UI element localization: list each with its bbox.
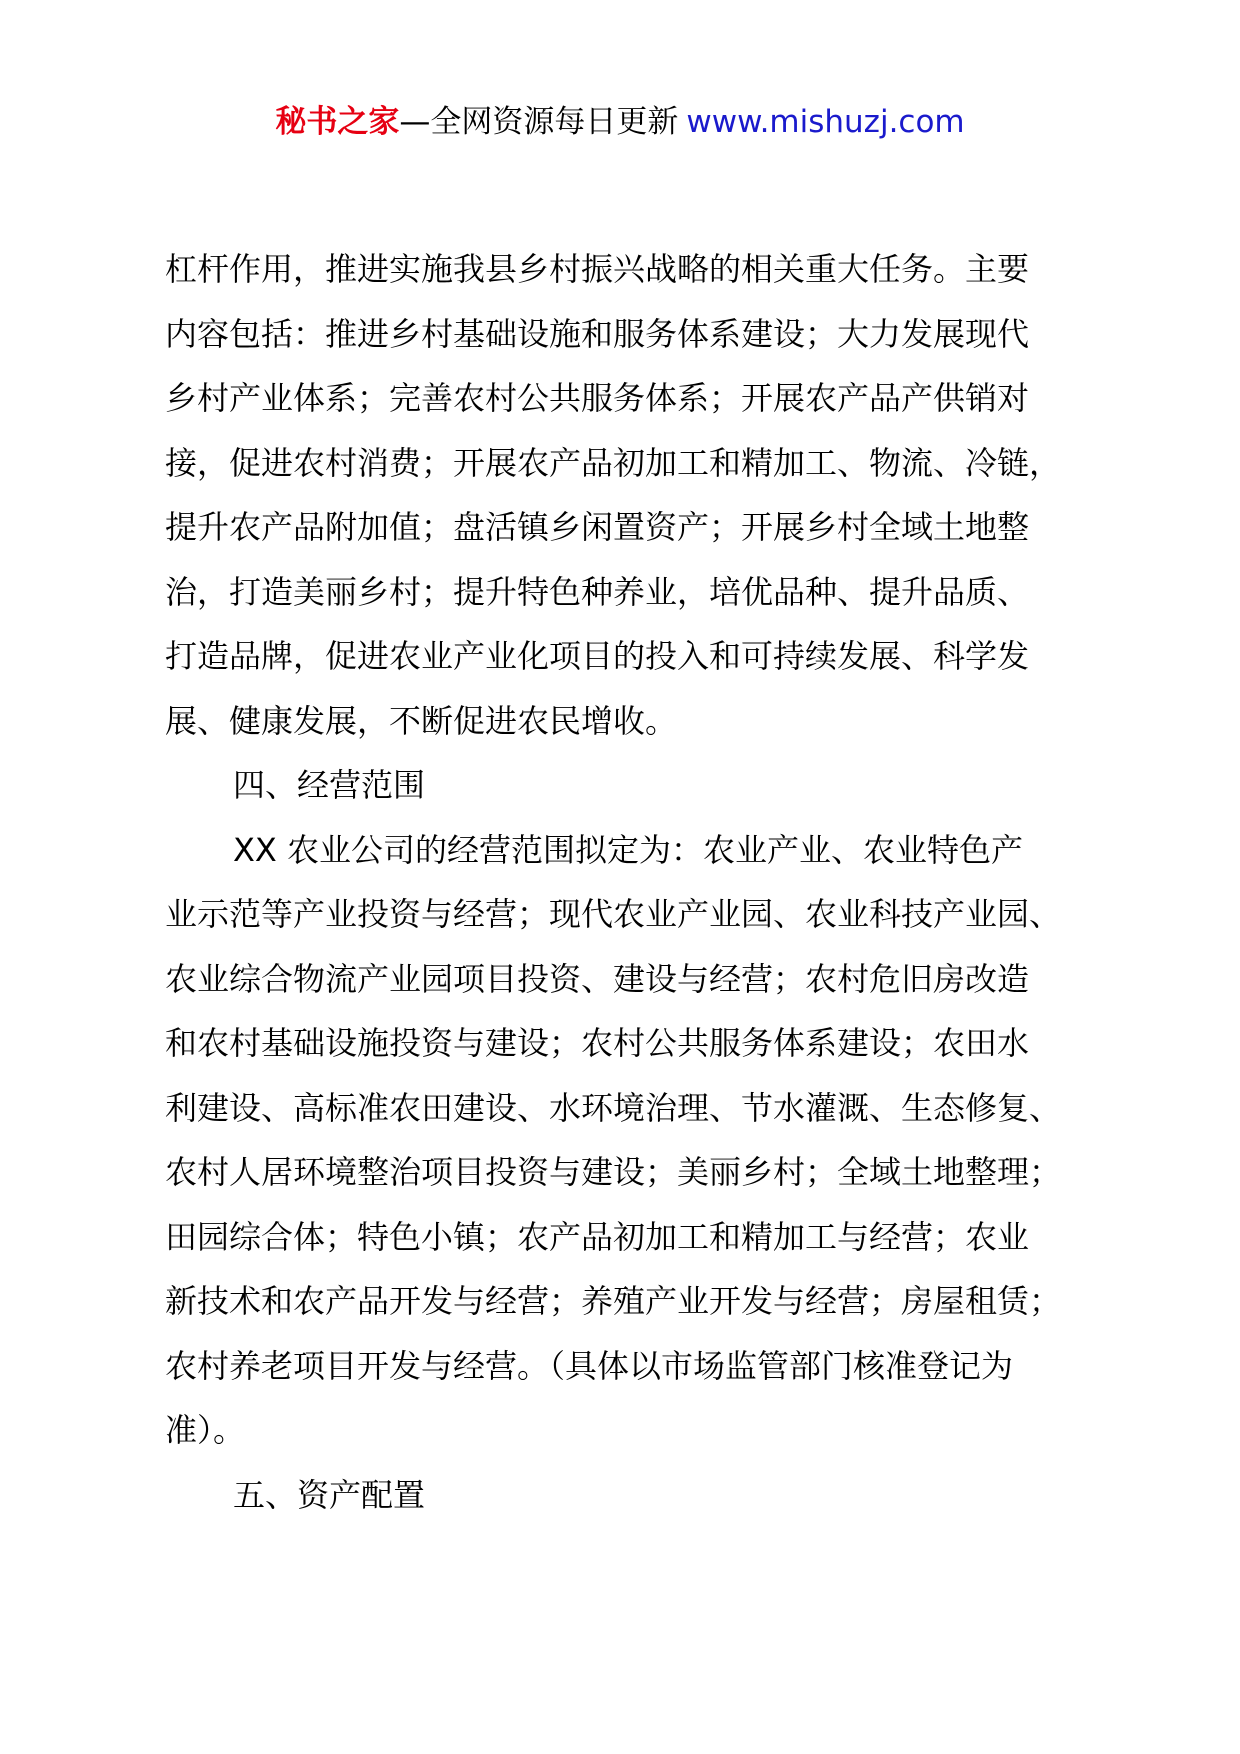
paragraph-line: XX 农业公司的经营范围拟定为：农业产业、农业特色产 — [233, 830, 1024, 869]
paragraph-line: 利建设、高标准农田建设、水环境治理、节水灌溉、生态修复、 — [165, 1088, 1062, 1127]
paragraph-line: 农村人居环境整治项目投资与建设；美丽乡村；全域土地整理； — [165, 1153, 1062, 1191]
paragraph-line: 乡村产业体系；完善农村公共服务体系；开展农产品产供销对 — [165, 379, 1030, 417]
paragraph-line: 农村养老项目开发与经营。（具体以市场监管部门核准登记为 — [165, 1346, 1014, 1385]
site-tagline: —全网资源每日更新 — [399, 104, 679, 140]
paragraph-line: 和农村基础设施投资与建设；农村公共服务体系建设；农田水 — [165, 1024, 1030, 1062]
document-body — [165, 237, 1110, 1527]
paragraph-line: 农业综合物流产业园项目投资、建设与经营；农村危旧房改造 — [165, 959, 1030, 998]
site-brand: 秘书之家 — [275, 104, 400, 140]
paragraph-line: 新技术和农产品开发与经营；养殖产业开发与经营；房屋租赁； — [165, 1282, 1062, 1320]
paragraph-line: 提升农产品附加值；盘活镇乡闲置资产；开展乡村全域土地整 — [165, 508, 1030, 546]
paragraph-line: 展、健康发展，不断促进农民增收。 — [165, 701, 678, 740]
section-heading-asset-allocation: 五、资产配置 — [233, 1475, 426, 1514]
paragraph-line: 内容包括：推进乡村基础设施和服务体系建设；大力发展现代 — [165, 314, 1030, 353]
paragraph-line: 治，打造美丽乡村；提升特色种养业，培优品种、提升品质、 — [165, 572, 1030, 611]
paragraph-line: 打造品牌，促进农业产业化项目的投入和可持续发展、科学发 — [165, 637, 1030, 675]
paragraph-line: 准）。 — [165, 1411, 246, 1449]
section-heading-business-scope: 四、经营范围 — [233, 766, 426, 804]
page-header — [0, 100, 1240, 144]
site-url-link[interactable]: www.mishuzj.com — [686, 104, 965, 140]
paragraph-line: 杠杆作用，推进实施我县乡村振兴战略的相关重大任务。主要 — [165, 250, 1030, 288]
paragraph-line: 接，促进农村消费；开展农产品初加工和精加工、物流、冷链， — [165, 443, 1062, 482]
paragraph-line: 田园综合体；特色小镇；农产品初加工和精加工与经营；农业 — [165, 1217, 1030, 1256]
paragraph-line: 业示范等产业投资与经营；现代农业产业园、农业科技产业园、 — [165, 895, 1062, 933]
